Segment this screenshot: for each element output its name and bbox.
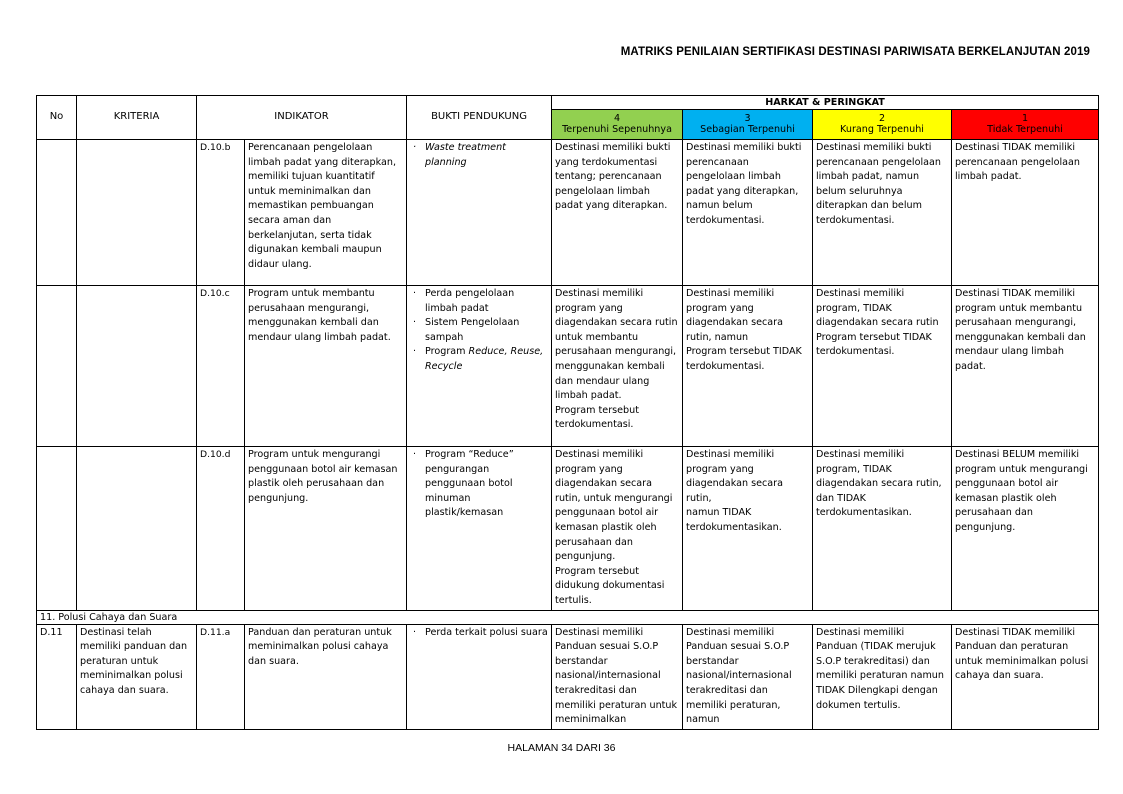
bukti-cell [407, 447, 552, 611]
grade-3-header: 3 Sebagian Terpenuhi [683, 110, 813, 140]
kriteria-cell [77, 286, 197, 447]
grade-3-cell: Destinasi memiliki bukti perencanaan pengelolaan limbah padat yang diterapkan, namun belum terdokumentasi. [683, 140, 813, 286]
header-harkat-peringkat: HARKAT & PERINGKAT [552, 96, 1099, 110]
assessment-matrix-table [36, 95, 1099, 730]
kriteria-cell [77, 447, 197, 611]
header-bukti-pendukung: BUKTI PENDUKUNG [407, 96, 552, 140]
grade-1-cell: Destinasi TIDAK memiliki program untuk membantu perusahaan mengurangi, menggunakan kembali dan mendaur ulang limbah padat. [952, 286, 1099, 447]
grade-1-header: 1 Tidak Terpenuhi [952, 110, 1099, 140]
bukti-cell [407, 624, 552, 729]
grade-2-cell: Destinasi memiliki Panduan (TIDAK merujuk S.O.P terakreditasi) dan memiliki peraturan namun TIDAK Dilengkapi dengan dokumen tertulis. [813, 624, 952, 729]
no-cell: D.11 [37, 624, 77, 729]
bukti-item: · Perda terkait polusi suara [410, 626, 548, 641]
no-cell [37, 286, 77, 447]
table-row [37, 624, 1099, 729]
kriteria-cell: Destinasi telah memiliki panduan dan peraturan untuk meminimalkan polusi cahaya dan suara. [77, 624, 197, 729]
grade-4-cell: Destinasi memiliki program yang diagendakan secara rutin untuk membantu perusahaan mengurangi, menggunakan kembali dan mendaur ulang limbah padat. Program tersebut terdokumentasi. [552, 286, 683, 447]
grade-4-cell: Destinasi memiliki Panduan sesuai S.O.P berstandar nasional/internasional terakreditasi dan memiliki peraturan untuk meminimalkan [552, 624, 683, 729]
bukti-item: · Perda pengelolaan limbah padat [410, 287, 548, 316]
indikator-text: Program untuk membantu perusahaan mengurangi, menggunakan kembali dan mendaur ulang limbah padat. [245, 286, 407, 447]
bukti-item: · Waste treatment planning [410, 141, 548, 170]
no-cell [37, 447, 77, 611]
document-title: MATRIKS PENILAIAN SERTIFIKASI DESTINASI PARIWISATA BERKELANJUTAN 2019 [620, 46, 1090, 58]
grade-2-header: 2 Kurang Terpenuhi [813, 110, 952, 140]
header-kriteria: KRITERIA [77, 96, 197, 140]
grade-4-header: 4 Terpenuhi Sepenuhnya [552, 110, 683, 140]
bukti-cell [407, 140, 552, 286]
indikator-code: D.11.a [197, 624, 245, 729]
grade-1-cell: Destinasi BELUM memiliki program untuk mengurangi penggunaan botol air kemasan plastik oleh perusahaan dan pengunjung. [952, 447, 1099, 611]
grade-2-cell: Destinasi memiliki bukti perencanaan pengelolaan limbah padat, namun belum seluruhnya diterapkan dan belum terdokumentasi. [813, 140, 952, 286]
grade-3-cell: Destinasi memiliki program yang diagendakan secara rutin, namun Program tersebut TIDAK terdokumentasi. [683, 286, 813, 447]
indikator-text: Panduan dan peraturan untuk meminimalkan polusi cahaya dan suara. [245, 624, 407, 729]
bukti-item: · Program “Reduce” pengurangan penggunaan botol minuman plastik/kemasan [410, 448, 548, 521]
indikator-code: D.10.b [197, 140, 245, 286]
grade-2-cell: Destinasi memiliki program, TIDAK diagendakan secara rutin, dan TIDAK terdokumentasikan. [813, 447, 952, 611]
table-row [37, 447, 1099, 611]
grade-3-cell: Destinasi memiliki program yang diagendakan secara rutin, namun TIDAK terdokumentasikan. [683, 447, 813, 611]
grade-4-cell: Destinasi memiliki bukti yang terdokumentasi tentang; perencanaan pengelolaan limbah padat yang diterapkan. [552, 140, 683, 286]
grade-1-cell: Destinasi TIDAK memiliki Panduan dan peraturan untuk meminimalkan polusi cahaya dan suara. [952, 624, 1099, 729]
bukti-cell [407, 286, 552, 447]
bukti-item: · Sistem Pengelolaan sampah [410, 316, 548, 345]
grade-1-cell: Destinasi TIDAK memiliki perencanaan pengelolaan limbah padat. [952, 140, 1099, 286]
section-row [37, 610, 1099, 624]
grade-4-cell: Destinasi memiliki program yang diagendakan secara rutin, untuk mengurangi penggunaan botol air kemasan plastik oleh perusahaan dan pengunjung. Program tersebut didukung dokumentasi tertulis. [552, 447, 683, 611]
bukti-item: · Program Reduce, Reuse, Recycle [410, 345, 548, 374]
indikator-text: Perencanaan pengelolaan limbah padat yang diterapkan, memiliki tujuan kuantitatif untuk meminimalkan dan memastikan pembuangan secara aman dan berkelanjutan, serta tidak digunakan kembali maupun didaur ulang. [245, 140, 407, 286]
indikator-text: Program untuk mengurangi penggunaan botol air kemasan plastik oleh perusahaan dan pengunjung. [245, 447, 407, 611]
grade-2-cell: Destinasi memiliki program, TIDAK diagendakan secara rutin Program tersebut TIDAK terdokumentasi. [813, 286, 952, 447]
header-indikator: INDIKATOR [197, 96, 407, 140]
indikator-code: D.10.c [197, 286, 245, 447]
kriteria-cell [77, 140, 197, 286]
indikator-code: D.10.d [197, 447, 245, 611]
page-footer: HALAMAN 34 DARI 36 [507, 742, 616, 754]
no-cell [37, 140, 77, 286]
header-no: No [37, 96, 77, 140]
table-row [37, 140, 1099, 286]
section-title: 11. Polusi Cahaya dan Suara [37, 610, 1099, 624]
table-row [37, 286, 1099, 447]
grade-3-cell: Destinasi memiliki Panduan sesuai S.O.P berstandar nasional/internasional terakreditasi dan memiliki peraturan, namun [683, 624, 813, 729]
